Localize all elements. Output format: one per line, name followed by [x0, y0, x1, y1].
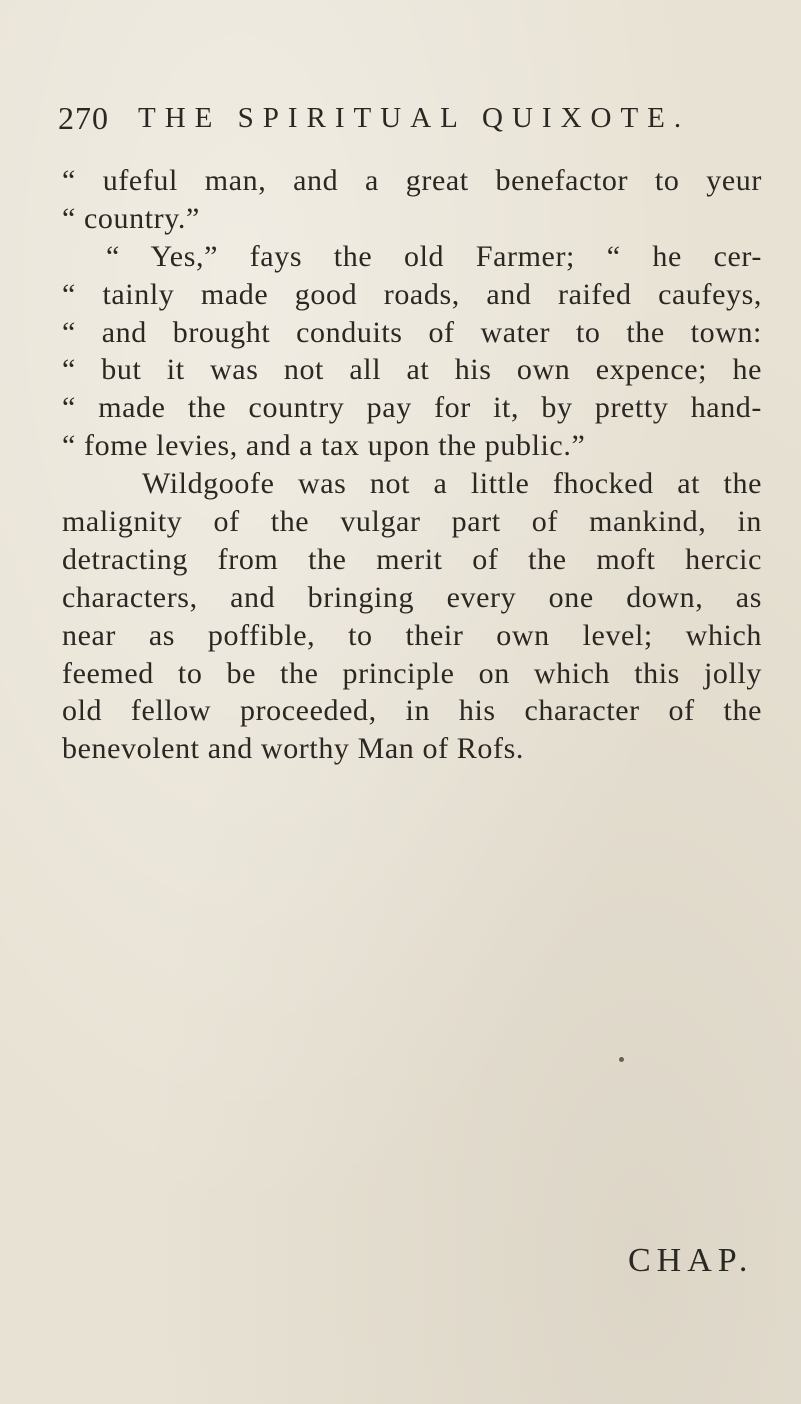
page-header — [58, 100, 778, 150]
text-line: “ fome levies, and a tax upon the public.” — [62, 429, 586, 463]
text-line: benevolent and worthy Man of Rofs. — [62, 732, 524, 766]
body-text — [62, 162, 762, 768]
catchword: CHAP. — [628, 1242, 754, 1279]
text-line: near as poffible, to their own level; which — [62, 618, 762, 652]
text-line: “ ufeful man, and a great benefactor to yeur — [62, 164, 762, 197]
text-line: “ but it was not all at his own expence; he — [62, 353, 762, 387]
page-number: 270 — [58, 100, 109, 136]
ink-speck — [619, 1057, 624, 1062]
text-line: old fellow proceeded, in his character of the — [62, 694, 762, 728]
text-line: “ country.” — [62, 201, 200, 235]
text-line: “ tainly made good roads, and raifed caufeys, — [62, 277, 762, 311]
text-line: feemed to be the principle on which this jolly — [62, 656, 762, 690]
text-line: Wildgoofe was not a little fhocked at the — [142, 467, 762, 501]
text-line: detracting from the merit of the moft hercic — [62, 542, 762, 576]
text-line: malignity of the vulgar part of mankind, in — [62, 505, 762, 539]
running-head: THE SPIRITUAL QUIXOTE. — [138, 102, 691, 134]
text-line: “ Yes,” fays the old Farmer; “ he cer- — [106, 239, 762, 273]
text-line: “ and brought conduits of water to the town: — [62, 315, 762, 349]
text-line: characters, and bringing every one down, as — [62, 580, 762, 614]
text-line: “ made the country pay for it, by pretty hand- — [62, 391, 762, 425]
